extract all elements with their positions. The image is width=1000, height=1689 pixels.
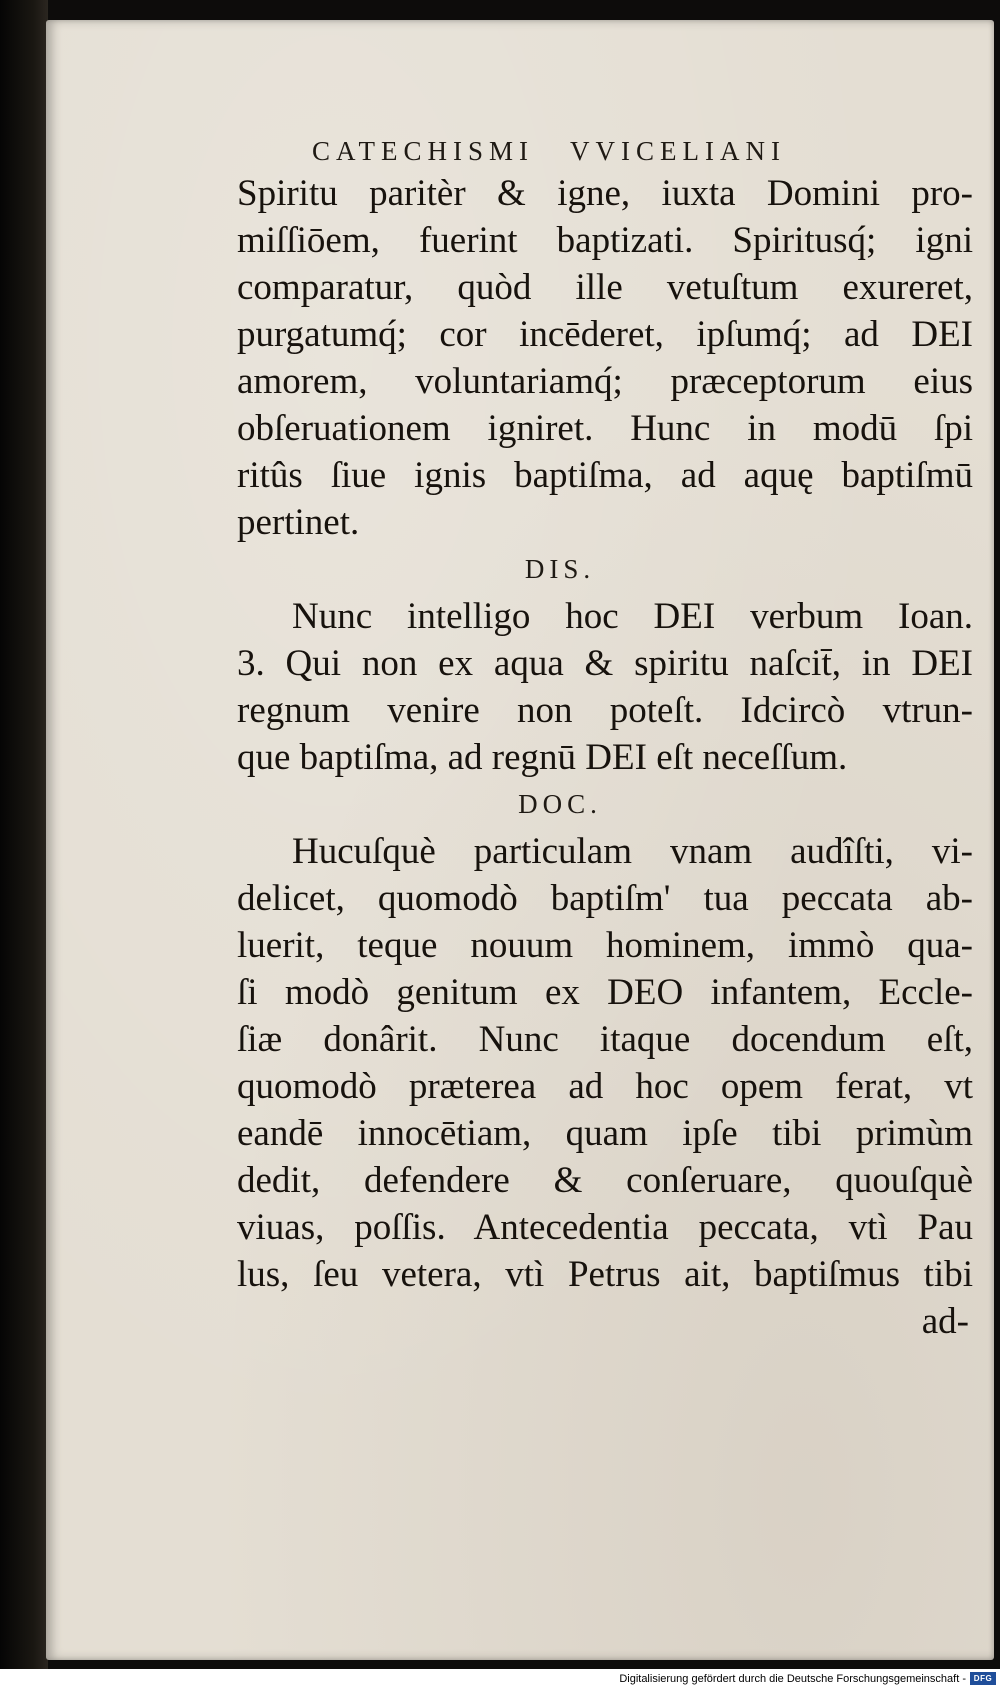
running-title-left: CATECHISMI — [312, 136, 535, 166]
scan-dark-margin — [0, 0, 48, 1689]
text-line: Spiritu paritèr & igne, iuxta Domini pro- — [237, 173, 973, 214]
text-line: miſſiōem, fuerint baptizati. Spiritusq́; igni — [237, 220, 973, 261]
running-header — [312, 136, 786, 167]
page-text — [237, 170, 973, 1345]
text-line: 3. Qui non ex aqua & spiritu naſcit̄, in DEI — [237, 643, 973, 684]
text-line: dedit, defendere & conſeruare, quouſquè — [237, 1160, 973, 1201]
text-line: lus, ſeu vetera, vtì Petrus ait, baptiſmus tibi — [237, 1254, 973, 1295]
text-line: delicet, quomodò baptiſm' tua peccata ab- — [237, 878, 973, 919]
dfg-logo-icon[interactable]: DFG — [970, 1672, 996, 1685]
text-line: Hucuſquè particulam vnam audîſti, vi- — [292, 831, 973, 872]
speaker-label-doc: DOC. — [518, 789, 602, 819]
text-line: luerit, teque nouum hominem, immò qua- — [237, 925, 973, 966]
text-line: viuas, poſſis. Antecedentia peccata, vtì Pau — [237, 1207, 973, 1248]
catchword: ad- — [921, 1301, 969, 1342]
text-line: quomodò præterea ad hoc opem ferat, vt — [237, 1066, 973, 1107]
text-line: eandē innocētiam, quam ipſe tibi primùm — [237, 1113, 973, 1154]
text-line: ſiæ donârit. Nunc itaque docendum eſt, — [237, 1019, 973, 1060]
text-line: obſeruationem igniret. Hunc in modū ſpi — [237, 408, 973, 449]
text-line: ſi modò genitum ex DEO infantem, Eccle- — [237, 972, 973, 1013]
text-line: regnum venire non poteſt. Idcircò vtrun- — [237, 690, 973, 731]
text-line: Nunc intelligo hoc DEI verbum Ioan. — [292, 596, 973, 637]
text-line: amorem, voluntariamq́; præceptorum eius — [237, 361, 973, 402]
text-line: purgatumq́; cor incēderet, ipſumq́; ad DEI — [237, 314, 973, 355]
footer-credit: Digitalisierung gefördert durch die Deutsche Forschungsgemeinschaft - — [619, 1673, 966, 1685]
text-line: comparatur, quòd ille vetuſtum exureret, — [237, 267, 973, 308]
running-title-right: VVICELIANI — [570, 136, 786, 166]
text-line: ritûs ſiue ignis baptiſma, ad aquę baptiſmū — [237, 455, 973, 496]
digitization-footer — [0, 1669, 1000, 1689]
speaker-label-dis: DIS. — [524, 554, 596, 584]
text-line: que baptiſma, ad regnū DEI eſt neceſſum. — [237, 737, 848, 778]
text-line: pertinet. — [237, 502, 360, 543]
